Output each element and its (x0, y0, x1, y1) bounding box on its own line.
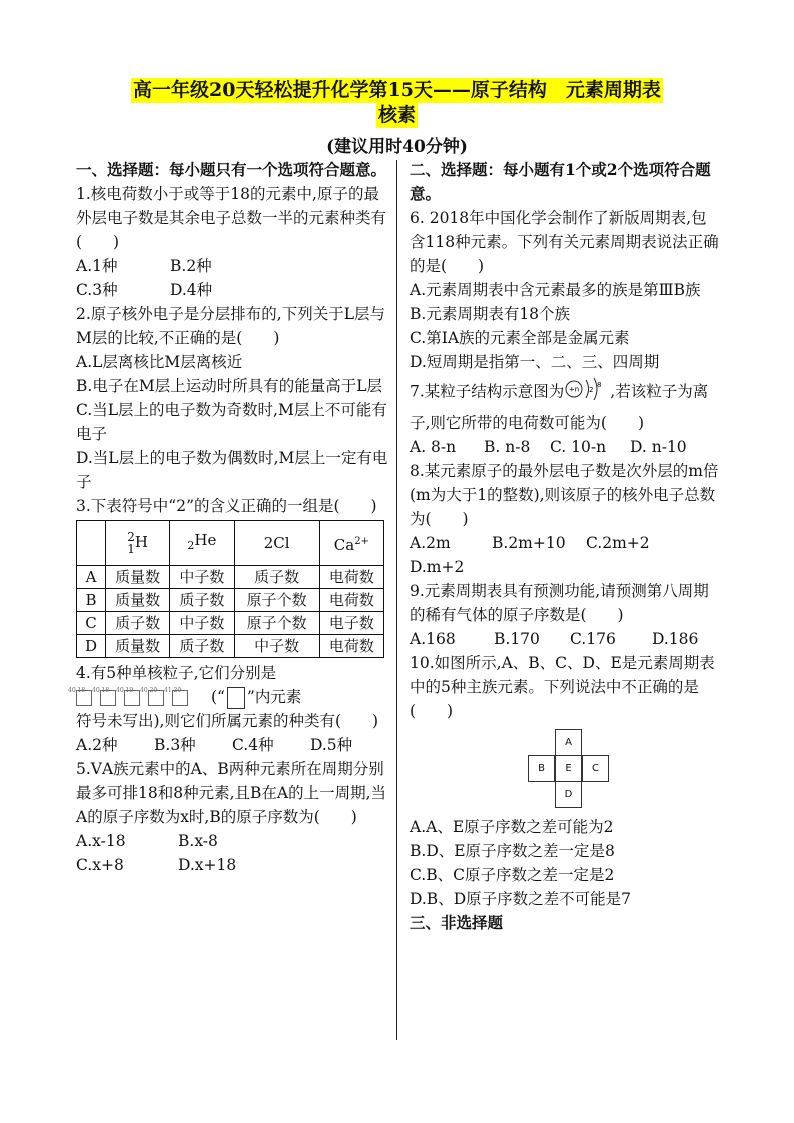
section-1-heading: 一、选择题：每小题只有一个选项符合题意。 (76, 160, 387, 179)
suggested-time: (建议用时40分钟) (326, 137, 468, 157)
q8-stem: 8.某元素原子的最外层电子数是次外层的m倍(m为大于1的整数),则该原子的核外电子总数为( ) (410, 462, 719, 528)
q5-option-c: C.x+8 (76, 856, 124, 874)
table-cell: 原子个数 (234, 612, 319, 635)
q8-option-c: C.2m+2 (586, 534, 650, 552)
row-label: B (77, 589, 106, 612)
table-cell: 电子数 (319, 612, 383, 635)
q7-stem-b: ,若该粒子为离子,则它所带的电荷数可能为( ) (410, 382, 709, 432)
table-row (77, 589, 384, 612)
cell-c: C (582, 755, 609, 782)
q1-options (76, 254, 388, 278)
ca-charge: 2+ (354, 535, 369, 547)
q9-option-c: C.176 (570, 630, 616, 648)
cell-b: B (528, 755, 555, 782)
table-cell: 中子数 (170, 566, 234, 589)
q1-option-b: B.2种 (170, 257, 212, 275)
table-cell: 电荷数 (319, 589, 383, 612)
header-ca (319, 521, 383, 566)
q5-options-row2 (76, 853, 388, 877)
q10-option-c: C.B、C原子序数之差一定是2 (410, 866, 615, 884)
table-cell: 质子数 (234, 566, 319, 589)
q1-stem: 1.核电荷数小于或等于18的元素中,原子的最外层电子数是其余电子总数一半的元素种类有( ) (76, 185, 387, 251)
title-line-2: 核素 (377, 104, 416, 126)
q7-option-d: D. n-10 (630, 438, 687, 456)
nuclide-box: 40 19 (124, 690, 140, 706)
q7-stem-a: 7.某粒子结构示意图为 (410, 382, 565, 401)
q4-stem-c: 符号未写出),则它们所属元素的种类有( ) (76, 712, 379, 730)
nuclide-box: 41 20 (172, 690, 188, 706)
h-atomic-number: 1 (127, 542, 135, 556)
q4-stem-a: 4.有5种单核粒子,它们分别是 (76, 664, 277, 682)
q7-option-a: A. 8-n (410, 438, 457, 456)
right-column (410, 158, 722, 935)
q3-symbol-table (76, 520, 384, 658)
q1-option-d: D.4种 (170, 281, 213, 299)
q10-stem: 10.如图所示,A、B、C、D、E是元素周期表中的5种主族元素。下列说法中不正确的是( ) (410, 654, 715, 720)
nuclide-box: 40 18 (100, 690, 116, 706)
shell-2-electrons: 8 (597, 381, 602, 389)
q6-option-d: D.短周期是指第一、二、三、四周期 (410, 353, 660, 371)
q9-option-d: D.186 (652, 630, 699, 648)
q4-options (76, 733, 388, 757)
table-cell: 质量数 (106, 635, 170, 658)
q5-options (76, 829, 388, 853)
periodic-position-diagram (528, 729, 638, 809)
q10-option-a: A.A、E原子序数之差可能为2 (410, 818, 614, 836)
table-header-row (77, 521, 384, 566)
q2-option-c: C.当L层上的电子数为奇数时,M层上不可能有电子 (76, 401, 387, 443)
table-row (77, 612, 384, 635)
table-cell: 中子数 (170, 612, 234, 635)
table-row (77, 566, 384, 589)
cell-a: A (555, 729, 582, 756)
row-label: C (77, 612, 106, 635)
q5-stem: 5.ⅤA族元素中的A、B两种元素所在周期分别最多可排18和8种元素,且B在A的上一周期,当A的原子序数为x时,B的原子序数为( ) (76, 760, 387, 826)
table-cell: 电荷数 (319, 635, 383, 658)
q2-stem: 2.原子核外电子是分层排布的,下列关于L层与M层的比较,不正确的是( ) (76, 305, 386, 347)
table-cell: 质子数 (170, 589, 234, 612)
atom-nucleus-label: +n (569, 385, 580, 394)
table-row (77, 635, 384, 658)
he-atomic-number: 2 (187, 539, 195, 552)
table-cell: 电荷数 (319, 566, 383, 589)
atom-structure-diagram (564, 374, 610, 411)
q7-options (410, 435, 722, 459)
q1-options-row2 (76, 278, 388, 302)
he-symbol: He (194, 531, 217, 549)
q7-option-b: B. n-8 (484, 438, 531, 456)
q8-options (410, 531, 722, 555)
q9-stem: 9.元素周期表具有预测功能,请预测第八周期的稀有气体的原子序数是( ) (410, 582, 709, 624)
cell-d: D (555, 781, 582, 808)
q8-option-b: B.2m+10 (492, 534, 566, 552)
q5-option-a: A.x-18 (76, 832, 126, 850)
cell-e: E (555, 755, 582, 782)
section-2-heading: 二、选择题：每小题有1个或2个选项符合题意。 (410, 160, 711, 203)
left-column (68, 158, 388, 877)
q2-option-d: D.当L层上的电子数为偶数时,M层上一定有电子 (76, 449, 388, 491)
q4-stem-c-inline: ”内元素 (246, 688, 302, 706)
table-cell: 质量数 (106, 589, 170, 612)
q4-option-c: C.4种 (232, 736, 274, 754)
q6-option-a: A.元素周期表中含元素最多的族是第ⅢB族 (410, 281, 701, 299)
h-symbol: H (134, 533, 148, 551)
q8-option-d: D.m+2 (410, 558, 465, 576)
q1-option-c: C.3种 (76, 281, 118, 299)
q4-quote-open: (“ (210, 688, 225, 706)
q2-option-a: A.L层离核比M层离核近 (76, 353, 243, 371)
q4-option-b: B.3种 (154, 736, 196, 754)
table-corner (77, 521, 106, 566)
q6-option-b: B.元素周期表有18个族 (410, 305, 571, 323)
q7-option-c: C. 10-n (550, 438, 607, 456)
header-h (106, 521, 170, 566)
q6-option-c: C.第ⅠA族的元素全部是金属元素 (410, 329, 630, 347)
q9-option-a: A.168 (410, 630, 456, 648)
table-cell: 质子数 (170, 635, 234, 658)
q9-option-b: B.170 (494, 630, 540, 648)
ca-symbol: Ca (333, 535, 355, 554)
q10-option-d: D.B、D原子序数之差不可能是7 (410, 890, 631, 908)
q9-options (410, 627, 722, 651)
q5-option-d: D.x+18 (178, 856, 237, 874)
q1-option-a: A.1种 (76, 257, 118, 275)
column-divider (396, 160, 397, 1040)
table-cell: 质量数 (106, 566, 170, 589)
q4-nuclide-line (68, 685, 388, 709)
q3-stem: 3.下表符号中“2”的含义正确的一组是( ) (76, 497, 377, 515)
q7-stem (410, 374, 722, 435)
nuclide-box: 40 18 (76, 690, 92, 706)
section-3-heading: 三、非选择题 (410, 913, 504, 932)
q6-stem: 6. 2018年中国化学会制作了新版周期表,包含118种元素。下列有关元素周期表说法正确的是( ) (410, 209, 719, 275)
q5-option-b: B.x-8 (178, 832, 218, 850)
page-title (0, 78, 794, 128)
h-mass-number: 2 (127, 530, 135, 544)
element-symbol-box (227, 687, 245, 709)
title-line-1: 高一年级20天轻松提升化学第15天——原子结构 元素周期表 (133, 79, 661, 101)
row-label: D (77, 635, 106, 658)
table-cell: 中子数 (234, 635, 319, 658)
table-cell: 质子数 (106, 612, 170, 635)
shell-1-electrons: 2 (589, 386, 594, 394)
header-2cl: 2Cl (234, 521, 319, 566)
nuclide-box: 40 20 (148, 690, 164, 706)
q8-option-a: A.2m (410, 534, 451, 552)
q4-option-d: D.5种 (310, 736, 353, 754)
q4-option-a: A.2种 (76, 736, 118, 754)
header-he (170, 521, 234, 566)
q10-option-b: B.D、E原子序数之差一定是8 (410, 842, 615, 860)
q2-option-b: B.电子在M层上运动时所具有的能量高于L层 (76, 377, 382, 395)
table-cell: 原子个数 (234, 589, 319, 612)
row-label: A (77, 566, 106, 589)
